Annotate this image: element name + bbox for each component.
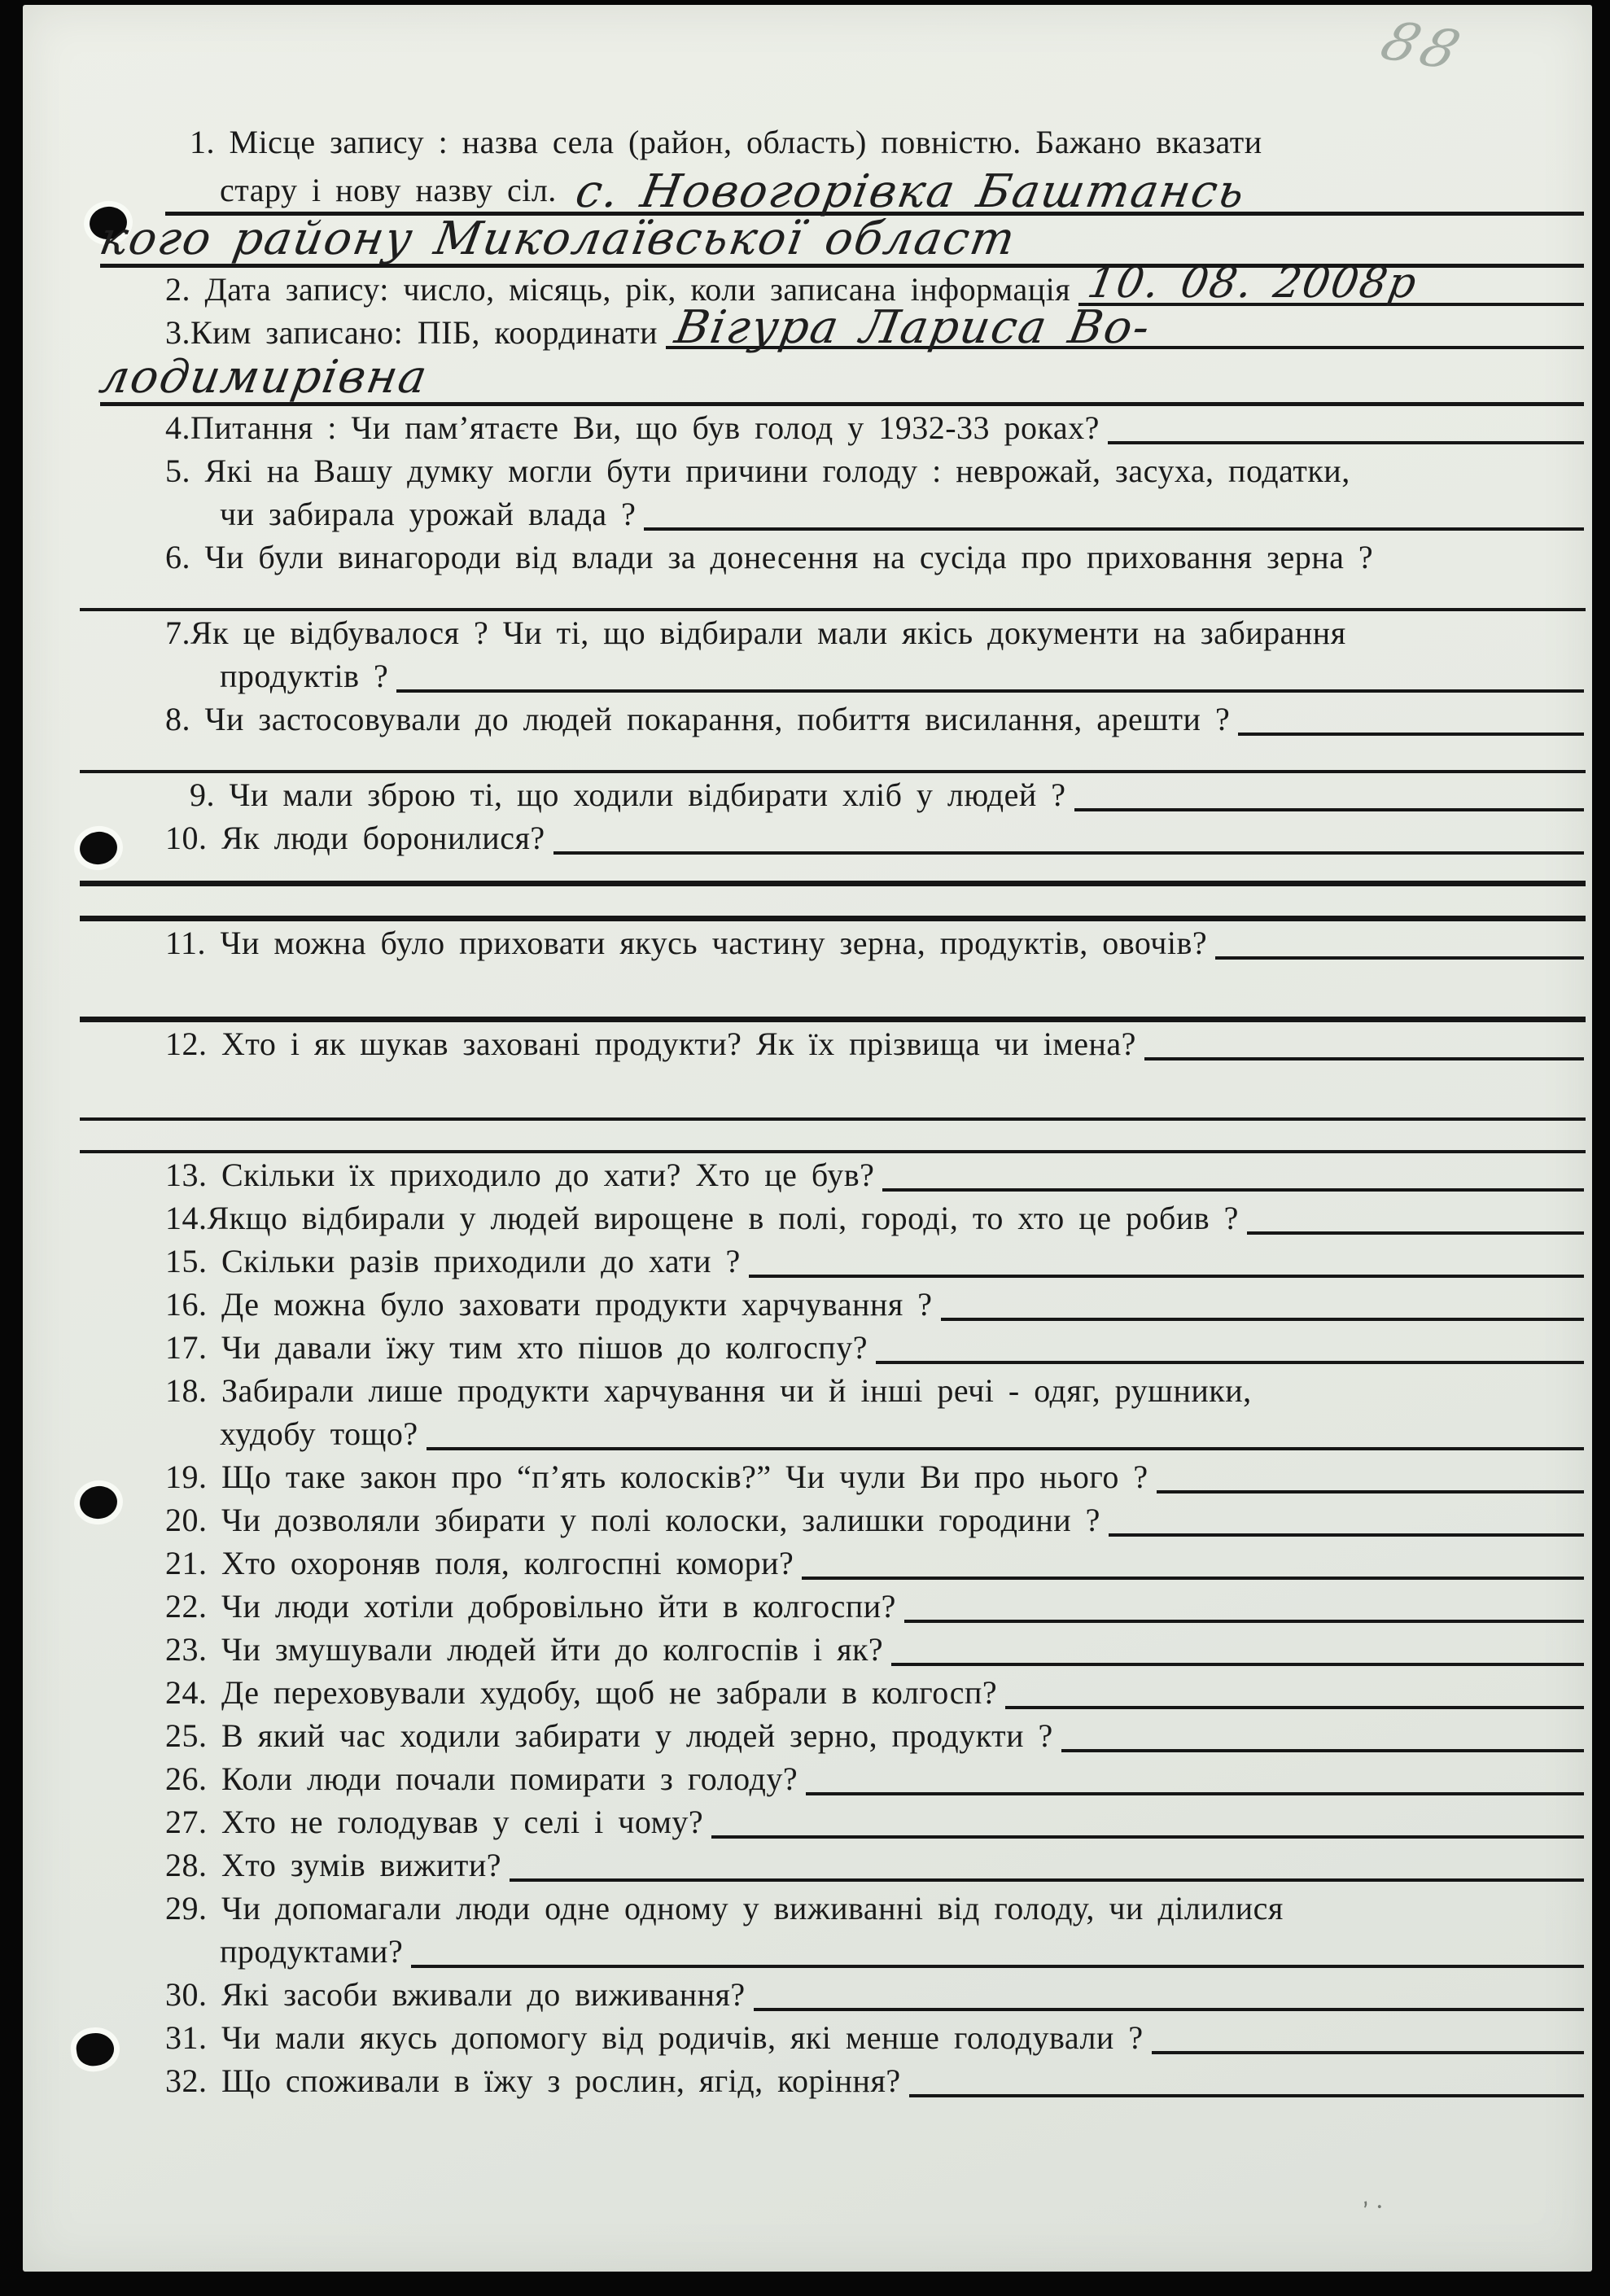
- question-text: 32. Що споживали в їжу з рослин, ягід, коріння?: [165, 2062, 901, 2099]
- question-text: 14.Якщо відбирали у людей вирощене в полі, городі, то хто це робив ?: [165, 1200, 1239, 1236]
- handwritten-answer: 10. 08. 2008р: [1083, 259, 1422, 308]
- answer-blank-line: [1061, 1749, 1584, 1752]
- question-row: [165, 698, 1584, 741]
- answer-blank-line: [644, 527, 1584, 531]
- question-text: 8. Чи застосовували до людей покарання, побиття висилання, арешти ?: [165, 701, 1231, 737]
- question-text: 24. Де переховували худобу, щоб не забрали в колгосп?: [165, 1674, 998, 1711]
- question-text: 18. Забирали лише продукти харчування чи й інші речі - одяг, рушники,: [165, 1372, 1252, 1409]
- question-text: 5. Які на Вашу думку могли бути причини голоду : неврожай, засуха, податки,: [165, 453, 1350, 489]
- question-text: стару і нову назву сіл.: [220, 172, 557, 208]
- question-row: [165, 1843, 1584, 1887]
- question-text: 19. Що таке закон про “п’ять колосків?” Чи чули Ви про нього ?: [165, 1459, 1148, 1495]
- question-row: [165, 1887, 1584, 1930]
- question-row: [165, 1022, 1584, 1065]
- question-text: 4.Питання : Чи пам’ятаєте Ви, що був голод у 1932-33 роках?: [165, 409, 1100, 446]
- answer-blank-line: [666, 301, 1584, 354]
- answer-blank-line: [1005, 1706, 1584, 1709]
- answer-blank-line: [1238, 733, 1584, 736]
- answer-blank-line: [941, 1318, 1585, 1321]
- answer-blank-line: [553, 851, 1584, 855]
- question-text: 2. Дата запису: число, місяць, рік, коли записана інформація: [165, 271, 1071, 308]
- answer-blank-line: [1109, 1533, 1584, 1537]
- answer-blank-line: [904, 1620, 1584, 1623]
- question-row: [165, 1930, 1584, 1973]
- question-row: [165, 921, 1584, 964]
- question-text: 12. Хто і як шукав заховані продукти? Як їх прізвища чи імена?: [165, 1026, 1136, 1062]
- answer-blank-line: [909, 2094, 1584, 2097]
- question-text: 31. Чи мали якусь допомогу від родичів, які менше голодували ?: [165, 2019, 1144, 2056]
- answer-blank-line: [749, 1275, 1584, 1278]
- question-text: 30. Які засоби вживали до виживання?: [165, 1976, 746, 2013]
- question-text: 27. Хто не голодував у селі і чому?: [165, 1804, 704, 1840]
- separator-line: [80, 1017, 1586, 1022]
- handwritten-row: [95, 351, 1584, 406]
- question-text: 16. Де можна було заховати продукти харчування ?: [165, 1286, 933, 1323]
- question-row: [165, 301, 1584, 354]
- question-text: чи забирала урожай влада ?: [220, 496, 637, 532]
- question-row: [165, 1973, 1584, 2016]
- answer-blank-line: [882, 1188, 1584, 1192]
- answer-blank-line: [754, 2008, 1584, 2011]
- answer-blank-line: [396, 689, 1584, 693]
- question-text: 1. Місце запису : назва села (район, область) повністю. Бажано вказати: [190, 124, 1262, 160]
- question-row: [165, 1498, 1584, 1542]
- answer-blank-line: [1152, 2051, 1584, 2054]
- question-row: [165, 120, 1584, 164]
- page-number: 88: [1372, 10, 1473, 82]
- answer-blank-line: [1074, 808, 1584, 811]
- separator-line: [80, 1117, 1586, 1121]
- answer-blank-line: [1108, 441, 1584, 444]
- question-row: [165, 1412, 1584, 1455]
- question-text: 7.Як це відбувалося ? Чи ті, що відбирали мали якісь документи на забирання: [165, 614, 1346, 651]
- question-text: 21. Хто охороняв поля, колгоспні комори?: [165, 1545, 794, 1581]
- question-text: продуктів ?: [220, 658, 389, 694]
- answer-blank-line: [876, 1361, 1584, 1364]
- answer-blank-line: [891, 1663, 1584, 1666]
- separator-line: [80, 881, 1586, 886]
- question-row: [165, 1455, 1584, 1498]
- question-text: 10. Як люди боронилися?: [165, 820, 545, 856]
- question-text: продуктами?: [220, 1933, 404, 1970]
- question-text: 23. Чи змушували людей йти до колгоспів і як?: [165, 1631, 884, 1668]
- question-row: [165, 1628, 1584, 1671]
- question-row: [165, 816, 1584, 859]
- answer-blank-line: [1144, 1057, 1584, 1061]
- question-row: [165, 1283, 1584, 1326]
- question-row: [165, 2016, 1584, 2059]
- handwritten-answer: кого району Миколаївської област: [95, 212, 1021, 265]
- question-row: [165, 1153, 1584, 1196]
- answer-blank-line: [1157, 1490, 1584, 1493]
- question-row: [165, 1800, 1584, 1843]
- question-row: [165, 164, 1584, 216]
- question-row: [165, 1714, 1584, 1757]
- question-row: [165, 1369, 1584, 1412]
- question-row: [165, 1196, 1584, 1240]
- question-text: 29. Чи допомагали люди одне одному у виживанні від голоду, чи ділилися: [165, 1890, 1284, 1926]
- question-row: [165, 1585, 1584, 1628]
- handwritten-answer: с. Новогорівка Баштансь: [571, 165, 1250, 218]
- answer-blank-line: [510, 1878, 1584, 1882]
- answer-blank-line: [1247, 1231, 1584, 1235]
- question-text: худобу тощо?: [220, 1415, 418, 1452]
- question-text: 13. Скільки їх приходило до хати? Хто це був?: [165, 1157, 875, 1193]
- questionnaire-body: [23, 5, 1592, 2272]
- question-text: 15. Скільки разів приходили до хати ?: [165, 1243, 741, 1279]
- answer-blank-line: [711, 1835, 1584, 1839]
- question-row: [165, 449, 1584, 492]
- question-row: [165, 773, 1584, 816]
- handwritten-answer: Вігура Лариса Во-: [671, 301, 1156, 354]
- question-row: [165, 406, 1584, 449]
- question-text: 22. Чи люди хотіли добровільно йти в колгоспи?: [165, 1588, 896, 1625]
- ink-mark: ’·: [1359, 2191, 1393, 2226]
- question-text: 11. Чи можна було приховати якусь частину зерна, продуктів, овочів?: [165, 925, 1208, 961]
- question-text: 25. В який час ходили забирати у людей зерно, продукти ?: [165, 1717, 1053, 1754]
- question-text: 3.Ким записано: ПІБ, координати: [165, 314, 658, 351]
- question-text: 6. Чи були винагороди від влади за донесення на сусіда про приховання зерна ?: [165, 539, 1374, 575]
- question-text: 20. Чи дозволяли збирати у полі колоски, залишки городини ?: [165, 1502, 1100, 1538]
- question-row: [165, 2059, 1584, 2102]
- answer-blank-line: [411, 1965, 1584, 1968]
- separator-line: [80, 916, 1586, 921]
- question-row: [165, 654, 1584, 698]
- question-text: 28. Хто зумів вижити?: [165, 1847, 502, 1883]
- question-row: [165, 1757, 1584, 1800]
- question-text: 9. Чи мали зброю ті, що ходили відбирати хліб у людей ?: [190, 776, 1066, 813]
- question-row: [165, 536, 1584, 579]
- question-row: [165, 611, 1584, 654]
- answer-blank-line: [1215, 956, 1584, 960]
- answer-blank-line: [802, 1577, 1584, 1580]
- question-row: [165, 1542, 1584, 1585]
- answer-blank-line: [427, 1447, 1584, 1450]
- questionnaire-page: [23, 5, 1592, 2272]
- answer-blank-line: [806, 1792, 1584, 1795]
- question-text: 26. Коли люди почали помирати з голоду?: [165, 1760, 798, 1797]
- question-row: [165, 492, 1584, 536]
- question-text: 17. Чи давали їжу тим хто пішов до колгоспу?: [165, 1329, 868, 1366]
- question-row: [165, 1240, 1584, 1283]
- question-row: [165, 1326, 1584, 1369]
- question-row: [165, 1671, 1584, 1714]
- handwritten-answer: лодимирівна: [95, 351, 433, 404]
